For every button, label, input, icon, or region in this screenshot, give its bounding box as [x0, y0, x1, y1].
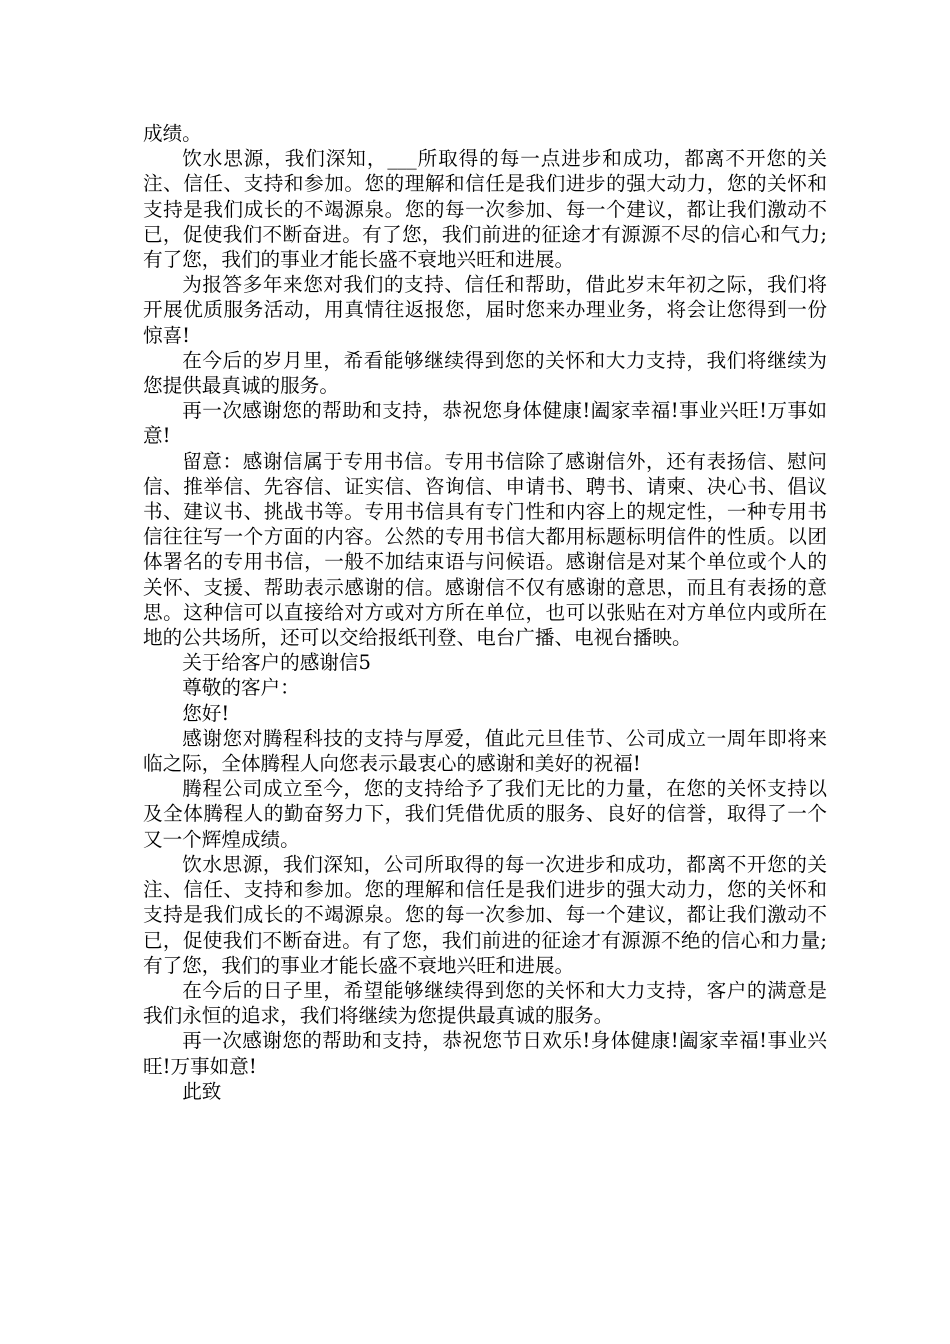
paragraph-gratitude-source-2: 饮水思源，我们深知，公司所取得的每一次进步和成功，都离不开您的关注、信任、支持和参加。您的理解和信任是我们进步的强大动力，您的关怀和支持是我们成长的不竭源泉。您的每一次参加、每一个建议，都让我们激动不已，促使我们不断奋进。有了您，我们前进的征途才有源源不绝的信心和力量;有了您，我们的事业才能长盛不衰地兴旺和进展。: [143, 852, 827, 977]
letter-salutation: 尊敬的客户：: [182, 676, 300, 700]
paragraph-gratitude-source: 饮水思源，我们深知，___所取得的每一点进步和成功，都离不开您的关注、信任、支持和参加。您的理解和信任是我们进步的强大动力，您的关怀和支持是我们成长的不竭源泉。您的每一次参加、每一个建议，都让我们激动不已，促使我们不断奋进。有了您，我们前进的征途才有源源不尽的信心和气力;有了您，我们的事业才能长盛不衰地兴旺和进展。: [143, 147, 827, 272]
paragraph-closing-wishes-2: 再一次感谢您的帮助和支持，恭祝您节日欢乐!身体健康!阖家幸福!事业兴旺!万事如意!: [143, 1029, 827, 1078]
paragraph-future-support: 在今后的岁月里，希看能够继续得到您的关怀和大力支持，我们将继续为您提供最真诚的服务。: [143, 348, 827, 398]
letter-body: [143, 121, 827, 1104]
paragraph-company-history: 腾程公司成立至今，您的支持给予了我们无比的力量，在您的关怀支持以及全体腾程人的勤奋努力下，我们凭借优质的服务、良好的信誉，取得了一个又一个辉煌成绩。: [143, 777, 827, 851]
paragraph-future-support-2: 在今后的日子里，希望能够继续得到您的关怀和大力支持，客户的满意是我们永恒的追求，我们将继续为您提供最真诚的服务。: [143, 978, 827, 1028]
letter-greeting: 您好!: [182, 701, 230, 725]
letter-closing: 此致: [182, 1079, 222, 1103]
paragraph-closing-wishes: 再一次感谢您的帮助和支持，恭祝您身体健康!阖家幸福!事业兴旺!万事如意!: [143, 399, 827, 448]
paragraph-continuation: 成绩。: [143, 122, 202, 145]
letter-title: 关于给客户的感谢信5: [182, 651, 371, 675]
paragraph-thanks: 感谢您对腾程科技的支持与厚爱，值此元旦佳节、公司成立一周年即将来临之际，全体腾程人向您表示最衷心的感谢和美好的祝福!: [143, 726, 827, 776]
paragraph-note: 留意：感谢信属于专用书信。专用书信除了感谢信外，还有表扬信、慰问信、推举信、先容信、证实信、咨询信、申请书、聘书、请柬、决心书、倡议书、建议书、挑战书等。专用书信具有专门性和内容上的规定性，一种专用书信往往写一个方面的内容。公然的专用书信大都用标题标明信件的性质。以团体署名的专用书信，一般不加结束语与问候语。感谢信是对某个单位或个人的关怀、支援、帮助表示感谢的信。感谢信不仅有感谢的意思，而且有表扬的意思。这种信可以直接给对方或对方所在单位，也可以张贴在对方单位内或所在地的公共场所，还可以交给报纸刊登、电台广播、电视台播映。: [143, 449, 827, 650]
paragraph-service-activity: 为报答多年来您对我们的支持、信任和帮助，借此岁末年初之际，我们将开展优质服务活动，用真情往返报您，届时您来办理业务，将会让您得到一份惊喜!: [143, 273, 827, 347]
